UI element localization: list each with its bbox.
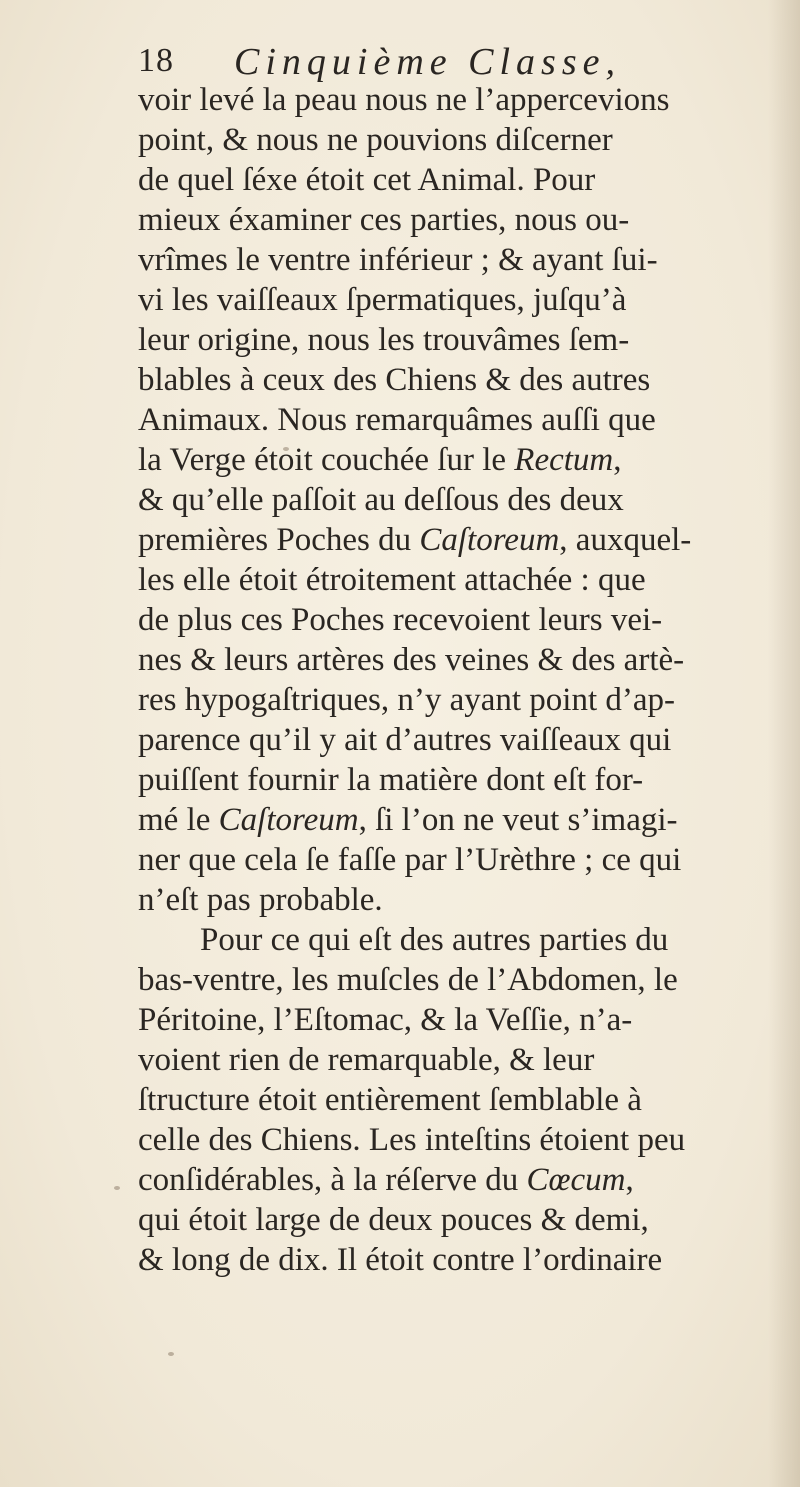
text-line: Pour ce qui eſt des autres parties du: [200, 922, 669, 958]
italic-term: Caſtoreum: [218, 802, 359, 838]
text-line: [138, 1160, 796, 1200]
text-line: res hypogaſtriques, n’y ayant point d’ap-: [138, 682, 676, 718]
text-line: point, & nous ne pouvions diſcerner: [138, 122, 613, 158]
text-line: voir levé la peau nous ne l’appercevions: [138, 82, 670, 118]
text-line: vrîmes le ventre inférieur ; & ayant ſui-: [138, 242, 658, 278]
text-line: Péritoine, l’Eſtomac, & la Veſſie, n’a-: [138, 1002, 633, 1038]
body-text: [138, 80, 796, 1280]
text-run: conſidérables, à la réſerve du: [138, 1162, 527, 1198]
running-head: Cinquième Classe,: [234, 41, 621, 83]
text-run: ,: [613, 442, 622, 478]
text-line: mieux éxaminer ces parties, nous ou-: [138, 202, 630, 238]
text-line: Animaux. Nous remarquâmes auſſi que: [138, 402, 656, 438]
text-line: bas-ventre, les muſcles de l’Abdomen, le: [138, 962, 678, 998]
text-line: vi les vaiſſeaux ſpermatiques, juſqu’à: [138, 282, 627, 318]
text-line: blables à ceux des Chiens & des autres: [138, 362, 651, 398]
page-number: 18: [138, 42, 174, 79]
text-line: ſtructure étoit entièrement ſemblable à: [138, 1082, 642, 1118]
text-line: leur origine, nous les trouvâmes ſem-: [138, 322, 630, 358]
italic-term: Caſtoreum: [419, 522, 560, 558]
text-line: nes & leurs artères des veines & des artè-: [138, 642, 685, 678]
text-line: n’eſt pas probable.: [138, 882, 383, 918]
text-line: [138, 440, 796, 480]
text-run: premières Poches du: [138, 522, 420, 558]
text-line: ner que cela ſe faſſe par l’Urèthre ; ce qui: [138, 842, 682, 878]
text-line: [138, 800, 796, 840]
text-line: & qu’elle paſſoit au deſſous des deux: [138, 482, 624, 518]
text-line: de plus ces Poches recevoient leurs vei-: [138, 602, 663, 638]
text-line: celle des Chiens. Les inteſtins étoient peu: [138, 1122, 686, 1158]
text-line: [138, 520, 796, 560]
text-run: , ſi l’on ne veut s’imagi-: [358, 802, 678, 838]
text-run: ,: [625, 1162, 634, 1198]
text-run: , auxquel-: [559, 522, 692, 558]
italic-term: Cœcum: [526, 1162, 626, 1198]
text-line: voient rien de remarquable, & leur: [138, 1042, 595, 1078]
text-run: mé le: [138, 802, 219, 838]
italic-term: Rectum: [514, 442, 614, 478]
text-line: & long de dix. Il étoit contre l’ordinaire: [138, 1242, 663, 1278]
text-line: qui étoit large de deux pouces & demi,: [138, 1202, 649, 1238]
ink-speck: [114, 1186, 120, 1190]
ink-speck: [168, 1352, 174, 1356]
ink-speck: [283, 447, 289, 451]
text-line: de quel ſéxe étoit cet Animal. Pour: [138, 162, 596, 198]
text-line: parence qu’il y ait d’autres vaiſſeaux qui: [138, 722, 672, 758]
text-line: puiſſent fournir la matière dont eſt for-: [138, 762, 644, 798]
text-run: la Verge étoit couchée ſur le: [138, 442, 515, 478]
text-line: les elle étoit étroitement attachée : que: [138, 562, 646, 598]
